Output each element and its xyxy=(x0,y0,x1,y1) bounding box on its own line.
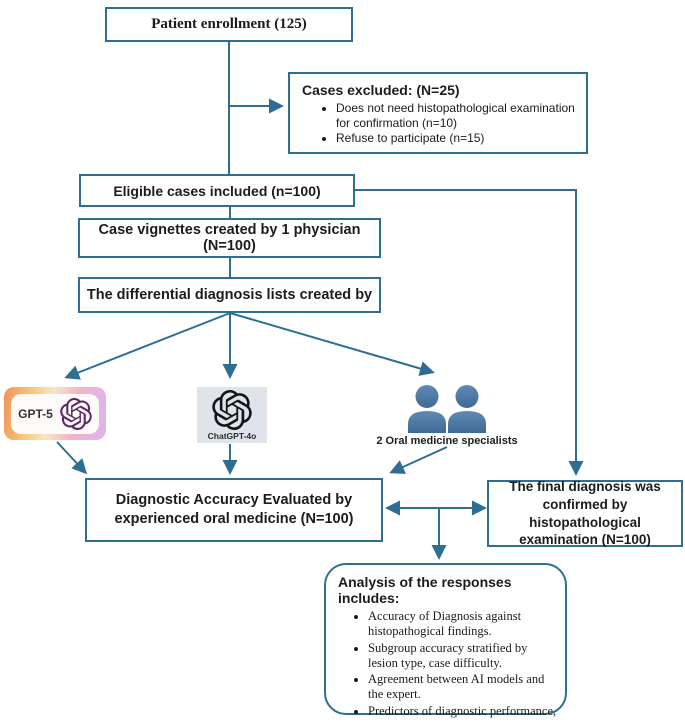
connector-specialists-to-diagnostic xyxy=(392,447,447,472)
gpt5-label: GPT-5 xyxy=(18,406,53,421)
specialists-group xyxy=(376,384,518,447)
specialists-label: 2 Oral medicine specialists xyxy=(376,435,518,447)
diagnostic-accuracy-box xyxy=(85,478,383,542)
analysis-bullet: • Subgroup accuracy stratified by lesion type, case difficulty. xyxy=(368,641,557,672)
diagnostic-accuracy-label: Diagnostic Accuracy Evaluated by experienced oral medicine (N=100) xyxy=(114,492,354,527)
eligible-cases-box xyxy=(79,174,355,207)
connector-differential-to-gpt5 xyxy=(67,313,230,377)
connector-differential-to-specialists xyxy=(230,313,432,372)
patient-enrollment-box xyxy=(105,7,353,42)
case-vignettes-box xyxy=(78,218,381,258)
differential-diagnosis-box xyxy=(78,277,381,313)
gpt5-badge xyxy=(4,387,106,440)
chatgpt4o-tile xyxy=(197,387,267,443)
cases-excluded-title: Cases excluded: (N=25) xyxy=(302,82,460,98)
openai-gpt5-logo-icon xyxy=(60,398,92,430)
excluded-bullet: • Refuse to participate (n=15) xyxy=(336,131,580,146)
eligible-cases-label: Eligible cases included (n=100) xyxy=(113,182,321,199)
final-diagnosis-label: The final diagnosis was confirmed by histopathological examination (N=100) xyxy=(509,479,661,548)
analysis-bullet: • Agreement between AI models and the expert. xyxy=(368,672,557,703)
connector-gpt5-to-diagnostic xyxy=(57,442,85,472)
gpt5-badge-inner xyxy=(11,394,99,434)
analysis-bullet: • Accuracy of Diagnosis against histopathogical findings. xyxy=(368,609,557,640)
final-diagnosis-box xyxy=(487,480,683,547)
patient-enrollment-label: Patient enrollment (125) xyxy=(151,16,307,32)
analysis-title: Analysis of the responses includes: xyxy=(338,574,512,606)
analysis-box xyxy=(324,563,567,718)
analysis-bullets xyxy=(338,609,557,720)
differential-diagnosis-label: The differential diagnosis lists created by xyxy=(86,287,373,303)
analysis-bullet: • Predictors of diagnostic performance, xyxy=(368,704,557,719)
cases-excluded-bullets xyxy=(302,101,580,147)
chatgpt4o-label: ChatGPT-4o xyxy=(207,430,257,441)
case-vignettes-label: Case vignettes created by 1 physician (N=100) xyxy=(98,222,361,254)
excluded-bullet: • Does not need histopathological examination for confirmation (n=10) xyxy=(336,101,580,130)
openai-chatgpt-logo-icon xyxy=(212,390,252,430)
two-persons-icon xyxy=(406,384,488,433)
cases-excluded-box xyxy=(288,72,588,154)
